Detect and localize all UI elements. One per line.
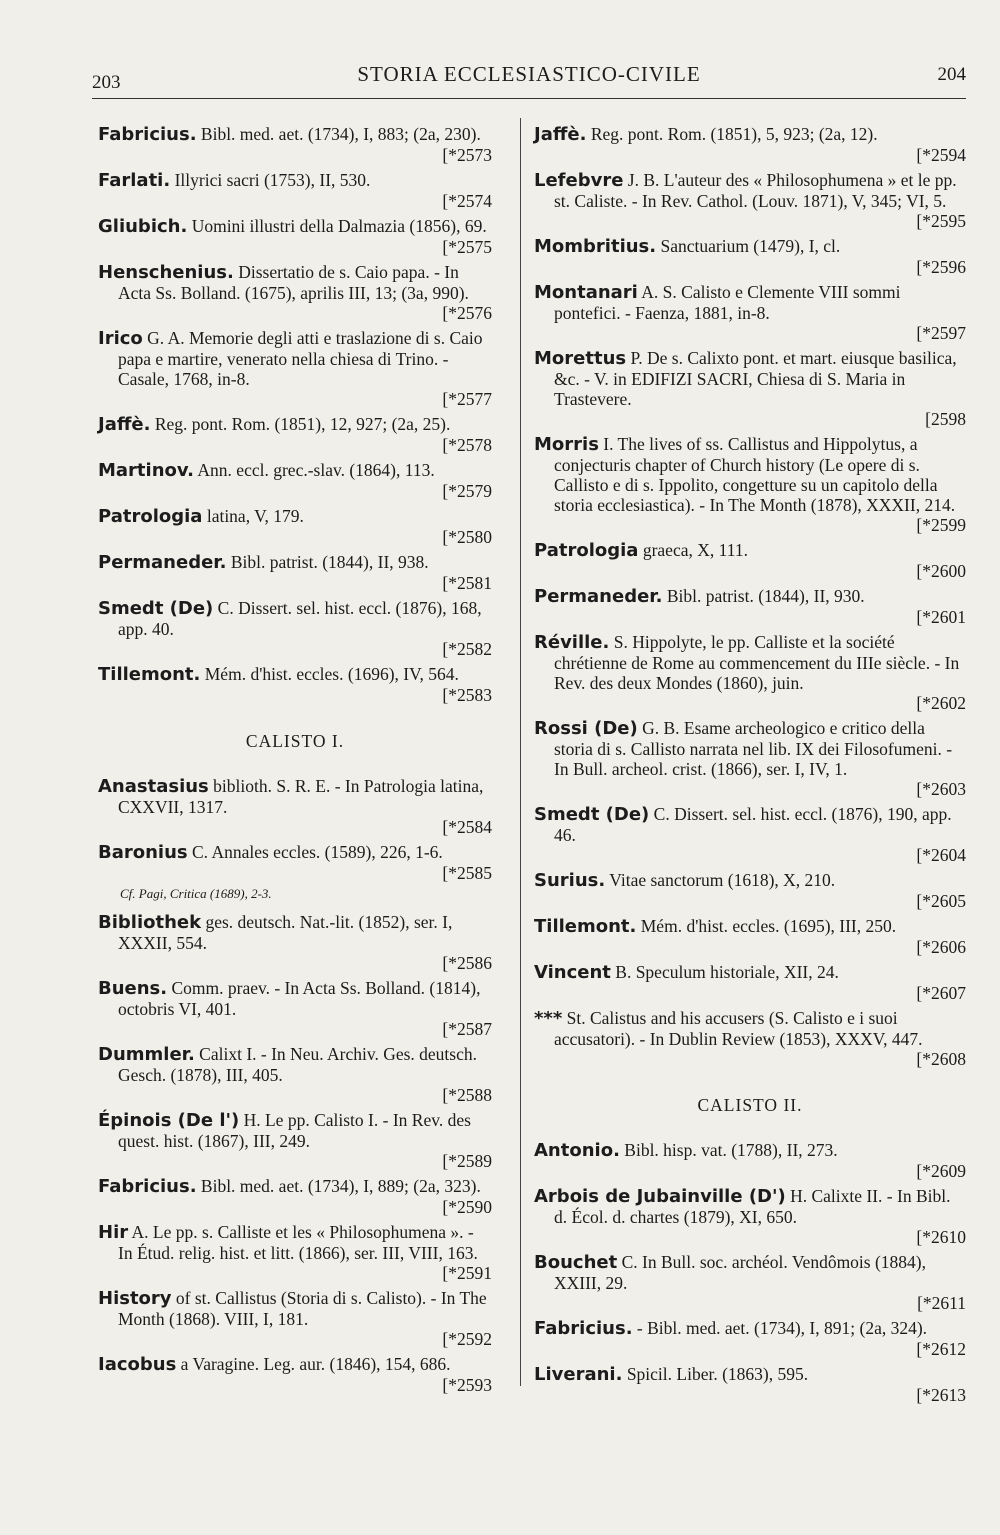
entry-citation: Bibl. patrist. (1844), II, 938. (230, 552, 429, 572)
bibliography-entry (98, 664, 492, 705)
entry-reference-number: [*2603 (916, 779, 966, 799)
bibliography-entry (98, 912, 492, 973)
entry-reference-number: [2598 (925, 409, 966, 429)
entry-reference-number: [*2601 (916, 607, 966, 627)
entry-reference-number: [*2588 (442, 1085, 492, 1105)
entry-citation: A. Le pp. s. Calliste et les « Philosophumena ». - In Étud. relig. hist. et litt. (1866), ser. III, VIII, 163. (118, 1222, 478, 1263)
entry-author: Gliubich. (98, 216, 188, 237)
entry-reference-number: [*2590 (442, 1197, 492, 1217)
entry-citation: Calixt I. - In Neu. Archiv. Ges. deutsch. Gesch. (1878), III, 405. (118, 1044, 478, 1085)
entry-citation: S. Hippolyte, le pp. Calliste et la société chrétienne de Rome au commencement du IIIe siècle. - In Rev. des deux Mondes (1860), juin. (554, 632, 960, 693)
bibliography-entry (534, 1008, 966, 1069)
entry-reference-number: [*2574 (442, 191, 492, 211)
entry-citation: C. Dissert. sel. hist. eccl. (1876), 190, app. 46. (554, 804, 952, 845)
entry-reference-number: [*2613 (916, 1385, 966, 1405)
entry-author: Rossi (De) (534, 718, 638, 739)
entry-citation: St. Calistus and his accusers (S. Calisto e i suoi accusatori). - In Dublin Review (1853), XXXV, 447. (554, 1008, 923, 1049)
bibliography-entry (98, 124, 492, 165)
entry-reference-number: [*2580 (442, 527, 492, 547)
entry-reference-number: [*2608 (916, 1049, 966, 1069)
entry-reference-number: [*2595 (916, 211, 966, 231)
bibliography-entry (98, 1044, 492, 1105)
entry-citation: G. A. Memorie degli atti e traslazione di s. Caio papa e martire, venerato nella chiesa di Trino. - Casale, 1768, in-8. (118, 328, 483, 389)
bibliography-entry (534, 718, 966, 799)
entry-citation: Mém. d'hist. eccles. (1695), III, 250. (640, 916, 897, 936)
entry-author: Smedt (De) (534, 804, 650, 825)
entry-author: Réville. (534, 632, 610, 653)
entry-reference-number: [*2582 (442, 639, 492, 659)
entry-reference-number: [*2575 (442, 237, 492, 257)
entry-citation: B. Speculum historiale, XII, 24. (615, 962, 839, 982)
bibliography-entry (534, 1186, 966, 1247)
entry-author: History (98, 1288, 172, 1309)
entry-citation: Mém. d'hist. eccles. (1696), IV, 564. (204, 664, 459, 684)
entry-author: Fabricius. (98, 124, 197, 145)
entry-reference-number: [*2585 (442, 863, 492, 883)
entry-citation: Bibl. med. aet. (1734), I, 883; (2a, 230). (200, 124, 481, 144)
bibliography-entry (98, 460, 492, 501)
entry-reference-number: [*2599 (916, 515, 966, 535)
entry-author: Iacobus (98, 1354, 177, 1375)
entry-citation: latina, V, 179. (206, 506, 304, 526)
entry-citation: C. Dissert. sel. hist. eccl. (1876), 168, app. 40. (118, 598, 482, 639)
entry-author: Morettus (534, 348, 627, 369)
left-column (98, 124, 492, 1400)
page-number-left: 203 (92, 72, 121, 93)
entry-author: Mombritius. (534, 236, 657, 257)
bibliography-entry (534, 434, 966, 535)
bibliography-entry (534, 870, 966, 911)
entry-reference-number: [*2611 (917, 1293, 966, 1313)
bibliography-entry (98, 552, 492, 593)
bibliography-entry (534, 1140, 966, 1181)
entry-author: Patrologia (534, 540, 639, 561)
entry-citation: Vitae sanctorum (1618), X, 210. (609, 870, 836, 890)
entry-reference-number: [*2593 (442, 1375, 492, 1395)
bibliography-entry (534, 236, 966, 277)
entry-reference-number: [*2605 (916, 891, 966, 911)
bibliography-entry (98, 1176, 492, 1217)
entry-reference-number: [*2587 (442, 1019, 492, 1039)
bibliography-entry (98, 262, 492, 323)
entry-author: Épinois (De l') (98, 1110, 240, 1131)
entry-author: Tillemont. (98, 664, 201, 685)
entry-reference-number: [*2592 (442, 1329, 492, 1349)
bibliography-entry (534, 962, 966, 1003)
bibliography-entry (98, 842, 492, 883)
entry-author: Bouchet (534, 1252, 618, 1273)
entry-citation: Ann. eccl. grec.-slav. (1864), 113. (197, 460, 435, 480)
entry-reference-number: [*2612 (916, 1339, 966, 1359)
bibliography-entry (534, 586, 966, 627)
page-header (92, 58, 966, 92)
bibliography-entry (98, 1288, 492, 1349)
bibliography-entry (534, 916, 966, 957)
entry-reference-number: [*2604 (916, 845, 966, 865)
entry-reference-number: [*2583 (442, 685, 492, 705)
entry-author: Tillemont. (534, 916, 637, 937)
entry-citation: Sanctuarium (1479), I, cl. (660, 236, 841, 256)
bibliography-entry (534, 282, 966, 343)
section-heading: CALISTO II. (697, 1095, 803, 1115)
entry-citation: A. S. Calisto e Clemente VIII sommi pontefici. - Faenza, 1881, in-8. (554, 282, 901, 323)
entry-citation: Bibl. med. aet. (1734), I, 889; (2a, 323). (200, 1176, 481, 1196)
entry-author: Surius. (534, 870, 606, 891)
cross-reference-note: Cf. Pagi, Critica (1689), 2-3. (120, 886, 272, 901)
entry-citation: Spicil. Liber. (1863), 595. (626, 1364, 809, 1384)
entry-reference-number: [*2610 (916, 1227, 966, 1247)
entry-citation: I. The lives of ss. Callistus and Hippolytus, a conjecturis chapter of Church history (Le opere di s. Callisto e di s. Ippolito, congetture su un capitolo della storia ecclesiastica). - In The Month (1878), XXXII, 214. (554, 434, 956, 515)
bibliography-entry (98, 1354, 492, 1395)
entry-author: *** (534, 1008, 563, 1029)
bibliography-entry (98, 978, 492, 1039)
bibliography-entry (98, 506, 492, 547)
bibliography-entry (98, 1222, 492, 1283)
entry-citation: H. Calixte II. - In Bibl. d. Écol. d. chartes (1879), XI, 650. (554, 1186, 951, 1227)
entry-author: Montanari (534, 282, 638, 303)
entry-citation: J. B. L'auteur des « Philosophumena » et le pp. st. Caliste. - In Rev. Cathol. (Louv. 1871), V, 345; VI, 5. (554, 170, 957, 211)
entry-author: Baronius (98, 842, 188, 863)
page-number-right: 204 (937, 64, 966, 85)
entry-reference-number: [*2600 (916, 561, 966, 581)
bibliography-entry (98, 328, 492, 409)
bibliography-entry (98, 170, 492, 211)
entry-citation: Dissertatio de s. Caio papa. - In Acta Ss. Bolland. (1675), aprilis III, 13; (3a, 990). (118, 262, 469, 303)
entry-author: Fabricius. (534, 1318, 633, 1339)
entry-author: Lefebvre (534, 170, 624, 191)
bibliography-entry (98, 598, 492, 659)
entry-author: Jaffè. (534, 124, 587, 145)
bibliography-entry (534, 124, 966, 165)
bibliography-entry (534, 540, 966, 581)
bibliography-entry (98, 216, 492, 257)
entry-reference-number: [*2609 (916, 1161, 966, 1181)
entry-reference-number: [*2578 (442, 435, 492, 455)
entry-author: Liverani. (534, 1364, 623, 1385)
entry-citation: - Bibl. med. aet. (1734), I, 891; (2a, 324). (636, 1318, 928, 1338)
entry-citation: Comm. praev. - In Acta Ss. Bolland. (1814), octobris VI, 401. (118, 978, 481, 1019)
bibliography-entry (534, 348, 966, 429)
entry-citation: ges. deutsch. Nat.-lit. (1852), ser. I, XXXII, 554. (118, 912, 453, 953)
entry-reference-number: [*2584 (442, 817, 492, 837)
entry-citation: Uomini illustri della Dalmazia (1856), 69. (191, 216, 487, 236)
entry-author: Martinov. (98, 460, 194, 481)
entry-reference-number: [*2586 (442, 953, 492, 973)
bibliography-entry (534, 1364, 966, 1405)
entry-reference-number: [*2591 (442, 1263, 492, 1283)
entry-reference-number: [*2573 (442, 145, 492, 165)
entry-citation: graeca, X, 111. (642, 540, 748, 560)
entry-reference-number: [*2589 (442, 1151, 492, 1171)
entry-citation: Bibl. patrist. (1844), II, 930. (666, 586, 865, 606)
entry-citation: a Varagine. Leg. aur. (1846), 154, 686. (180, 1354, 451, 1374)
entry-citation: P. De s. Calixto pont. et mart. eiusque basilica, &c. - V. in EDIFIZI SACRI, Chiesa di S. Maria in Trastevere. (554, 348, 957, 409)
entry-author: Farlati. (98, 170, 171, 191)
entry-citation: C. In Bull. soc. archéol. Vendômois (1884), XXIII, 29. (554, 1252, 927, 1293)
entry-citation: H. Le pp. Calisto I. - In Rev. des quest. hist. (1867), III, 249. (118, 1110, 471, 1151)
entry-citation: Reg. pont. Rom. (1851), 5, 923; (2a, 12). (590, 124, 878, 144)
bibliography-entry (98, 776, 492, 837)
right-column (534, 124, 966, 1410)
entry-author: Antonio. (534, 1140, 620, 1161)
entry-reference-number: [*2607 (916, 983, 966, 1003)
entry-author: Jaffè. (98, 414, 151, 435)
entry-author: Permaneder. (98, 552, 227, 573)
bibliography-entry (98, 1110, 492, 1171)
entry-reference-number: [*2602 (916, 693, 966, 713)
column-divider (520, 118, 521, 1386)
entry-author: Henschenius. (98, 262, 234, 283)
entry-citation: C. Annales eccles. (1589), 226, 1-6. (192, 842, 443, 862)
entry-author: Irico (98, 328, 143, 349)
bibliography-entry (534, 804, 966, 865)
bibliography-entry (98, 414, 492, 455)
entry-reference-number: [*2596 (916, 257, 966, 277)
entry-author: Anastasius (98, 776, 209, 797)
entry-author: Permaneder. (534, 586, 663, 607)
bibliography-entry (534, 632, 966, 713)
running-title: STORIA ECCLESIASTICO-CIVILE (357, 62, 701, 86)
entry-reference-number: [*2581 (442, 573, 492, 593)
entry-citation: biblioth. S. R. E. - In Patrologia latina, CXXVII, 1317. (118, 776, 484, 817)
entry-author: Bibliothek (98, 912, 202, 933)
entry-author: Buens. (98, 978, 168, 999)
entry-author: Hir (98, 1222, 129, 1243)
entry-reference-number: [*2606 (916, 937, 966, 957)
entry-reference-number: [*2579 (442, 481, 492, 501)
entry-author: Arbois de Jubainville (D') (534, 1186, 786, 1207)
entry-author: Morris (534, 434, 599, 455)
entry-author: Vincent (534, 962, 611, 983)
entry-reference-number: [*2577 (442, 389, 492, 409)
entry-citation: Illyrici sacri (1753), II, 530. (174, 170, 371, 190)
header-rule (92, 98, 966, 99)
entry-author: Fabricius. (98, 1176, 197, 1197)
entry-reference-number: [*2594 (916, 145, 966, 165)
entry-author: Smedt (De) (98, 598, 214, 619)
entry-citation: G. B. Esame archeologico e critico della storia di s. Callisto narrata nel lib. IX dei Filosofumeni. - In Bull. archeol. crist. (1866), ser. I, IV, 1. (554, 718, 953, 779)
bibliography-entry (534, 170, 966, 231)
entry-reference-number: [*2576 (442, 303, 492, 323)
bibliography-entry (534, 1252, 966, 1313)
section-heading: CALISTO I. (245, 731, 345, 751)
entry-citation: Reg. pont. Rom. (1851), 12, 927; (2a, 25). (154, 414, 451, 434)
entry-citation: of st. Callistus (Storia di s. Calisto). - In The Month (1868). VIII, I, 181. (118, 1288, 487, 1329)
entry-author: Patrologia (98, 506, 203, 527)
entry-author: Dummler. (98, 1044, 195, 1065)
entry-citation: Bibl. hisp. vat. (1788), II, 273. (624, 1140, 838, 1160)
bibliography-entry (534, 1318, 966, 1359)
entry-reference-number: [*2597 (916, 323, 966, 343)
